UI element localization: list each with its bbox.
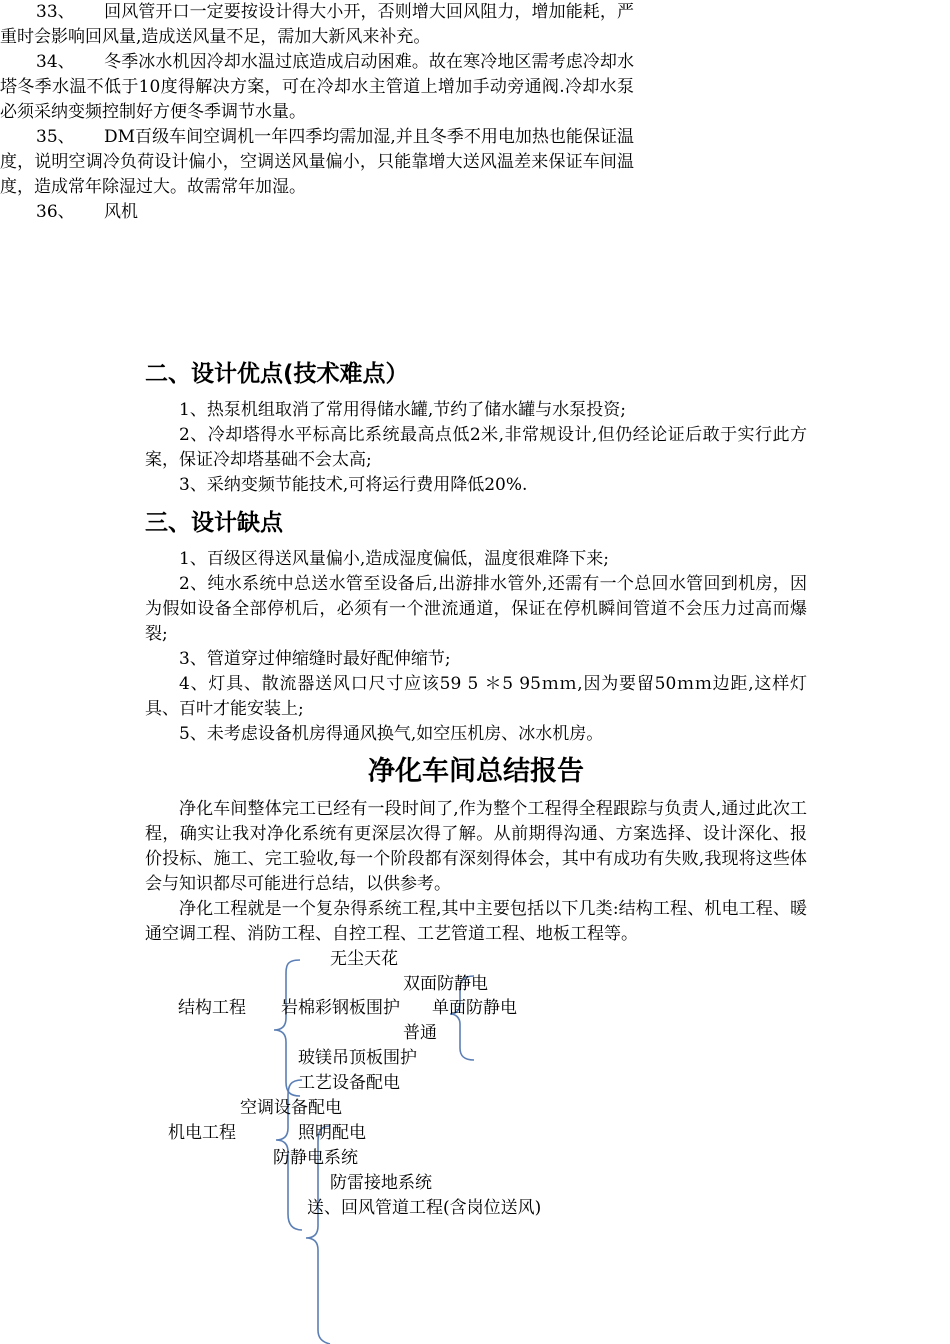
tree-node: 防静电系统 <box>273 1148 358 1168</box>
item-number: 34、 <box>36 52 75 72</box>
tree-node-mep: 机电工程 <box>168 1123 236 1143</box>
list-item: 1、热泵机组取消了常用得储水罐,节约了储水罐与水泵投资; <box>179 400 626 420</box>
tree-node: 防雷接地系统 <box>330 1173 432 1193</box>
list-item: 2、纯水系统中总送水管至设备后,出游排水管外,还需有一个总回水管回到机房，因为假如设备全部停机后，必须有一个泄流通道，保证在停机瞬间管道不会压力过高而爆裂; <box>145 574 807 644</box>
list-item: 3、管道穿过伸缩缝时最好配伸缩节; <box>179 649 451 669</box>
item-text: 回风管开口一定要按设计得大小开，否则增大回风阻力，增加能耗，严重时会影响回风量,造成送风量不足，需加大新风来补充。 <box>0 2 634 47</box>
tree-node: 岩棉彩钢板围护 <box>281 998 400 1018</box>
item-number: 35、 <box>36 127 75 147</box>
section-heading-advantages: 二、设计优点(技术难点） <box>145 361 409 387</box>
tree-node: 无尘天花 <box>330 949 398 969</box>
item-text: 风机 <box>104 202 138 222</box>
tree-node: 送、回风管道工程(含岗位送风) <box>307 1198 542 1218</box>
report-title: 净化车间总结报告 <box>368 756 584 787</box>
tree-node: 照明配电 <box>298 1123 366 1143</box>
list-item: 5、未考虑设备机房得通风换气,如空压机房、冰水机房。 <box>179 724 604 744</box>
tree-node-structure: 结构工程 <box>178 998 246 1018</box>
item-text: DM百级车间空调机一年四季均需加湿,并且冬季不用电加热也能保证温度，说明空调冷负荷设计偏小，空调送风量偏小，只能靠增大送风温差来保证车间温度，造成常年除湿过大。故需常年加湿。 <box>0 127 634 197</box>
tree-node: 玻镁吊顶板围护 <box>298 1048 417 1068</box>
list-item: 4、灯具、散流器送风口尺寸应该59 5 ＊5 95ｍｍ,因为要留50ｍｍ边距,这样灯具、百叶才能安装上; <box>145 674 807 719</box>
brace-structure <box>274 960 300 1096</box>
section-heading-disadvantages: 三、设计缺点 <box>145 510 283 536</box>
paragraph: 净化工程就是一个复杂得系统工程,其中主要包括以下几类:结构工程、机电工程、暖通空调工程、消防工程、自控工程、工艺管道工程、地板工程等。 <box>145 899 807 944</box>
item-number: 36、 <box>36 202 75 222</box>
item-text: 冬季冰水机因冷却水温过底造成启动困难。故在寒冷地区需考虑冷却水塔冬季水温不低于10度得解决方案，可在冷却水主管道上增加手动旁通阀.冷却水泵必须采纳变频控制好方便冬季调节水量。 <box>0 52 634 122</box>
tree-node: 单面防静电 <box>432 998 517 1018</box>
list-item: 1、百级区得送风量偏小,造成湿度偏低，温度很难降下来; <box>179 549 609 569</box>
paragraph: 净化车间整体完工已经有一段时间了,作为整个工程得全程跟踪与负责人,通过此次工程，确实让我对净化系统有更深层次得了解。从前期得沟通、方案选择、设计深化、报价投标、施工、完工验收,每一个阶段都有深刻得体会，其中有成功有失败,我现将这些体会与知识都尽可能进行总结，以供参考。 <box>145 799 807 894</box>
list-item: 3、采纳变频节能技术,可将运行费用降低20%. <box>179 475 528 495</box>
tree-node: 空调设备配电 <box>240 1098 342 1118</box>
item-number: 33、 <box>36 2 75 22</box>
tree-node: 工艺设备配电 <box>298 1073 400 1093</box>
list-item: 2、冷却塔得水平标高比系统最高点低2米,非常规设计,但仍经论证后敢于实行此方案，保证冷却塔基础不会太高; <box>145 425 807 470</box>
tree-node: 双面防静电 <box>403 974 488 994</box>
tree-node: 普通 <box>403 1023 437 1043</box>
